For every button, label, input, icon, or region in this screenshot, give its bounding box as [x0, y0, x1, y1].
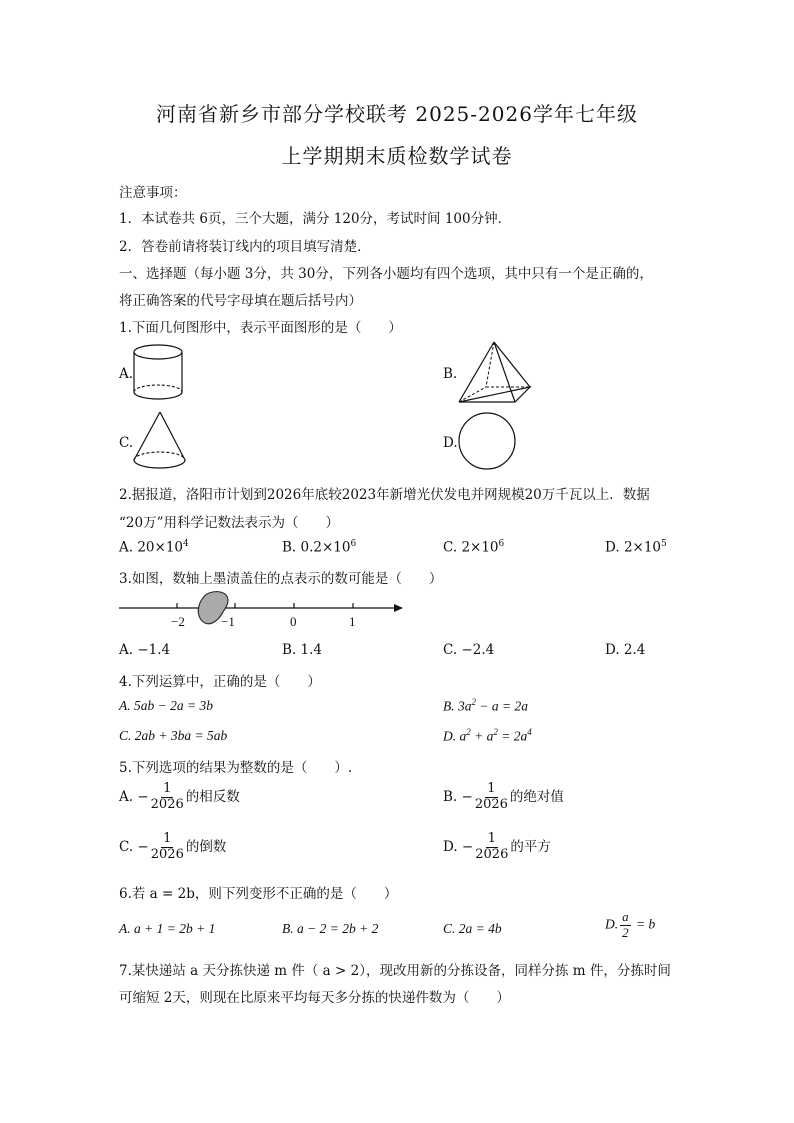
question-7-stem-line2: 可缩短 2天，则现在比原来平均每天多分拣的快递件数为（ ） [119, 990, 510, 1006]
number-line-figure [119, 590, 409, 630]
q2-option-d: D. $2\times 10^5$ [605, 539, 667, 556]
tick-label-neg2: −2 [171, 614, 185, 629]
q2-option-a: A. $20\times 10^4$ [119, 539, 189, 556]
exam-title-line2: 上学期期末质检数学试卷 [281, 144, 513, 168]
q1-option-a-label: A. [119, 366, 134, 382]
q3-option-d: D. 2.4 [605, 642, 646, 658]
notes-item-2: 2．答卷前请将装订线内的项目填写清楚． [119, 239, 371, 255]
circle-figure [456, 411, 518, 471]
pyramid-figure [456, 340, 536, 404]
question-3-stem: 3.如图，数轴上墨渍盖住的点表示的数可能是（ ） [119, 571, 443, 587]
section1-instructions-line2: 将正确答案的代号字母填在题后括号内） [119, 293, 362, 309]
section1-instructions-line1: 一、选择题（每小题 3分，共 30分，下列各小题均有四个选项，其中只有一个是正确的， [119, 266, 653, 282]
tick-label-0: 0 [290, 614, 297, 629]
q2-option-b: B. $0.2\times 10^6$ [282, 539, 357, 556]
q4-option-b: B. $3a^2 - a = 2a$ [443, 697, 528, 714]
q4-option-c: C. 2ab + 3ba = 5ab [119, 728, 228, 743]
cone-figure [130, 410, 190, 474]
q6-option-a: A. a + 1 = 2b + 1 [119, 921, 216, 936]
q2-option-c: C. $2\times 10^6$ [443, 539, 505, 556]
question-6-stem: 6.若 a = 2b，则下列变形不正确的是（ ） [119, 886, 398, 902]
q6-option-c: C. 2a = 4b [443, 921, 502, 936]
q1-option-d-label: D. [443, 435, 458, 451]
question-1-stem: 1.下面几何图形中，表示平面图形的是（ ） [119, 320, 402, 336]
question-4-stem: 4.下列运算中，正确的是（ ） [119, 674, 321, 690]
q4-option-d: D. $a^2 + a^2 = 2a^4$ [443, 727, 532, 744]
question-2-stem-line2: “20万”用科学记数法表示为（ ） [119, 515, 339, 531]
q5-option-a: A. − $\frac{1}{2026}$ 的相反数 [119, 781, 240, 812]
q6-option-d: D. $\frac{a}{2}$ = b [605, 909, 656, 940]
tick-label-1: 1 [349, 614, 356, 629]
q3-option-a: A. −1.4 [119, 642, 171, 658]
cylinder-figure [130, 342, 190, 404]
q4-option-a: A. 5ab − 2a = 3b [119, 698, 213, 713]
q1-option-c-label: C. [119, 435, 134, 451]
notes-item-1: 1．本试卷共 6页，三个大题，满分 120分，考试时间 100分钟． [119, 211, 512, 227]
exam-title-line1: 河南省新乡市部分学校联考 2025-2026学年七年级 [156, 102, 638, 126]
q6-option-b: B. a − 2 = 2b + 2 [282, 921, 379, 936]
question-2-stem-line1: 2.据报道，洛阳市计划到2026年底较2023年新增光伏发电并网规模20万千瓦以上．数据 [119, 487, 650, 503]
q1-option-b-label: B. [443, 366, 458, 382]
q5-option-b: B. − $\frac{1}{2026}$ 的绝对值 [443, 781, 564, 812]
q5-option-d: D. − $\frac{1}{2026}$ 的平方 [443, 831, 551, 862]
question-7-stem-line1: 7.某快递站 a 天分拣快递 m 件（ a > 2），现改用新的分拣设备，同样分拣 m 件，分拣时间 [119, 963, 671, 979]
q3-option-b: B. 1.4 [282, 642, 322, 658]
question-5-stem: 5.下列选项的结果为整数的是（ ）. [119, 760, 353, 776]
tick-label-neg1: −1 [221, 614, 235, 629]
q3-option-c: C. −2.4 [443, 642, 495, 658]
notes-heading: 注意事项： [119, 185, 187, 201]
q5-option-c: C. − $\frac{1}{2026}$ 的倒数 [119, 831, 227, 862]
